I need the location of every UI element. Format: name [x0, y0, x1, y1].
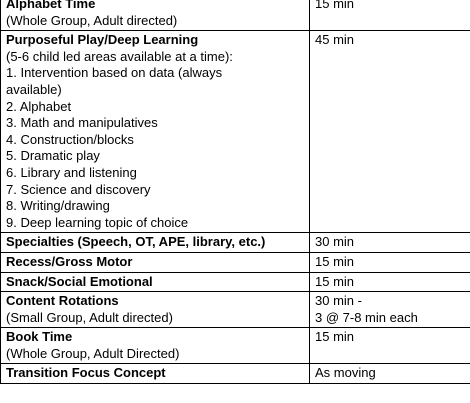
activity-detail: (Small Group, Adult directed): [6, 309, 173, 325]
activity-title: Specialties (Speech, OT, APE, library, etc.): [6, 234, 266, 250]
duration-cell: [310, 233, 470, 253]
duration-cell: [310, 292, 470, 328]
duration-cell: [310, 272, 470, 292]
activity-detail: 3. Math and manipulatives: [6, 115, 158, 131]
schedule-body: [1, 0, 470, 384]
activity-cell: [1, 292, 310, 328]
activity-detail: 1. Intervention based on data (always: [6, 65, 223, 81]
activity-cell: [1, 31, 310, 233]
activity-title: Transition Focus Concept: [6, 365, 166, 381]
activity-detail: 5. Dramatic play: [6, 148, 100, 164]
duration-text: 30 min -: [315, 293, 362, 309]
activity-title: Content Rotations: [6, 293, 119, 309]
activity-title: Purposeful Play/Deep Learning: [6, 32, 199, 48]
table-row: [1, 31, 470, 233]
duration-cell: [310, 31, 470, 233]
duration-text: 15 min: [315, 329, 355, 345]
activity-cell: [1, 233, 310, 253]
activity-title: Alphabet Time: [6, 0, 96, 11]
activity-detail: (Whole Group, Adult Directed): [6, 345, 180, 361]
table-row: [1, 292, 470, 328]
duration-cell: [310, 328, 470, 364]
activity-detail: 6. Library and listening: [6, 164, 137, 180]
activity-detail: 4. Construction/blocks: [6, 131, 134, 147]
activity-cell: [1, 252, 310, 272]
activity-title: Book Time: [6, 329, 73, 345]
table-row: [1, 328, 470, 364]
table-row: [1, 252, 470, 272]
duration-text: As moving: [315, 365, 376, 381]
activity-detail: (Whole Group, Adult directed): [6, 12, 178, 28]
activity-title: Recess/Gross Motor: [6, 253, 133, 269]
activity-detail: 2. Alphabet: [6, 98, 72, 114]
activity-detail: (5-6 child led areas available at a time):: [6, 48, 233, 64]
table-row: [1, 272, 470, 292]
duration-text: 15 min: [315, 253, 355, 269]
duration-text: 30 min: [315, 234, 355, 250]
activity-title: Snack/Social Emotional: [6, 273, 153, 289]
duration-text: 15 min: [315, 273, 355, 289]
activity-detail: 8. Writing/drawing: [6, 198, 110, 214]
table-row: [1, 0, 470, 31]
duration-cell: [310, 364, 470, 384]
activity-cell: [1, 272, 310, 292]
activity-cell: [1, 0, 310, 31]
duration-text: 45 min: [315, 32, 355, 48]
activity-cell: [1, 364, 310, 384]
activity-detail: 9. Deep learning topic of choice: [6, 214, 189, 230]
activity-cell: [1, 328, 310, 364]
activity-detail: available): [6, 81, 62, 97]
activity-detail: 7. Science and discovery: [6, 181, 151, 197]
table-row: [1, 233, 470, 253]
duration-cell: [310, 0, 470, 31]
table-row: [1, 364, 470, 384]
duration-text: 15 min: [315, 0, 355, 11]
duration-text: 3 @ 7-8 min each: [315, 309, 418, 325]
duration-cell: [310, 252, 470, 272]
